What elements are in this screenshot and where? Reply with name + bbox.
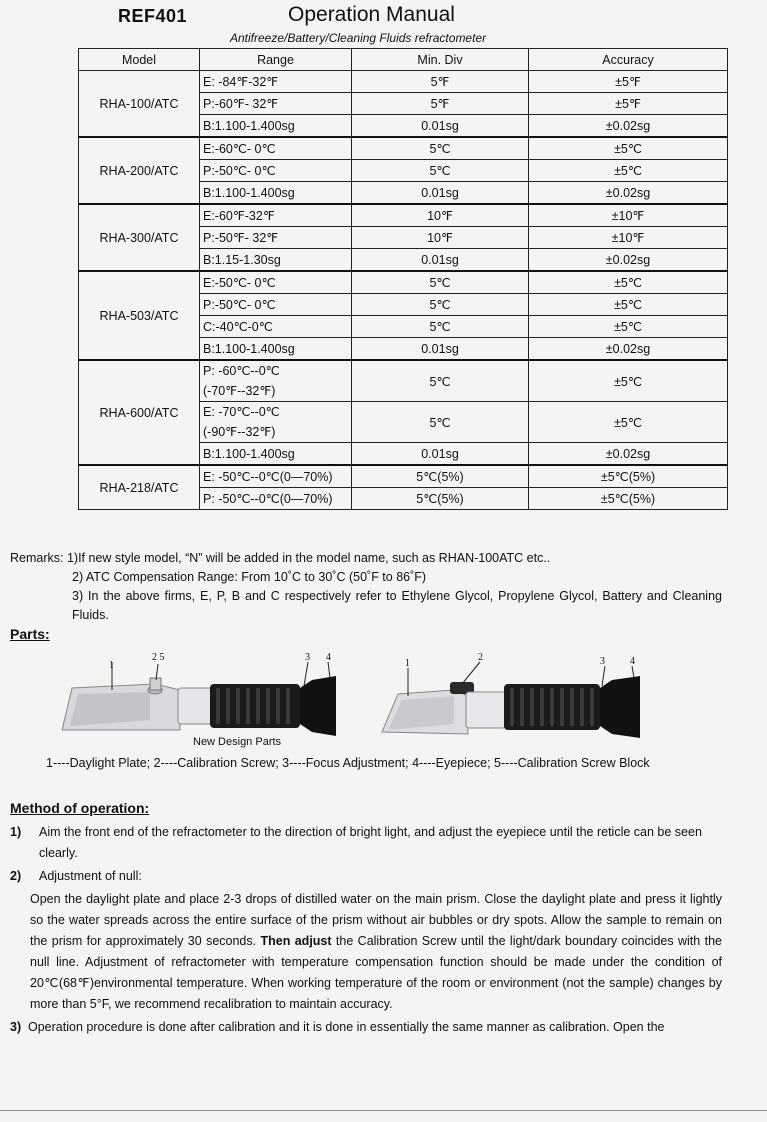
range-cell: B:1.15-1.30sg	[200, 249, 352, 272]
method-step-2-detail	[10, 889, 722, 1015]
step-text: Operation procedure is done after calibration and it is done in essentially the same manner as calibration. Open the	[28, 1020, 665, 1034]
table-row	[79, 360, 728, 402]
col-range: Range	[200, 49, 352, 71]
min-div-cell: 0.01sg	[352, 249, 529, 272]
min-div-cell: 5℉	[352, 71, 529, 93]
step-number: 3)	[10, 1020, 22, 1034]
range-cell: E:-50℃- 0℃	[200, 271, 352, 294]
refractometer-illustration	[50, 650, 710, 750]
detail-text-bold: Then adjust	[260, 934, 332, 948]
remark-3: 3) In the above firms, E, P, B and C respectively refer to Ethylene Glycol, Propylene Glycol, Battery and Cleaning Fluids.	[72, 589, 722, 622]
part-label-right-3: 3	[600, 656, 605, 667]
range-cell: P: -50℃--0℃(0—70%)	[200, 488, 352, 510]
remark-2: 2) ATC Compensation Range: From 10˚C to 30˚C (50˚F to 86˚F)	[72, 570, 427, 584]
col-accuracy: Accuracy	[529, 49, 728, 71]
accuracy-cell: ±5℃	[529, 294, 728, 316]
method-step-2	[10, 866, 722, 887]
min-div-cell: 10℉	[352, 227, 529, 249]
model-cell: RHA-600/ATC	[79, 360, 200, 465]
accuracy-cell: ±0.02sg	[529, 249, 728, 272]
detail-text-b: the Calibration Screw until the light/dark boundary coincides with the null line. Adjustment of refractometer with temperature compensation function should be made under the condition of 20℃(68℉)environmental temperature. When working temperature of the room or environment (not the sample) changes by more than 5°F, we recommend recalibration to maintain accuracy.	[30, 934, 722, 1011]
remarks	[10, 549, 722, 625]
step-number: 2)	[10, 869, 22, 883]
range-line: P: -60℃--0℃	[203, 364, 280, 378]
step-text: Aim the front end of the refractometer to the direction of bright light, and adjust the eyepiece until the reticle can be seen clearly.	[39, 825, 702, 860]
spec-table	[78, 48, 728, 510]
page-subtitle: Antifreeze/Battery/Cleaning Fluids refractometer	[230, 31, 487, 45]
min-div-cell: 0.01sg	[352, 182, 529, 205]
table-row	[79, 271, 728, 294]
table-header-row	[79, 49, 728, 71]
part-label-left-3: 3	[305, 652, 310, 663]
min-div-cell: 0.01sg	[352, 443, 529, 466]
range-cell: E:-60℉-32℉	[200, 204, 352, 227]
parts-illustration	[50, 650, 710, 750]
refractometer-right	[382, 662, 640, 738]
range-cell	[200, 360, 352, 402]
step-text: Adjustment of null:	[39, 869, 142, 883]
ref-code: REF401	[118, 6, 188, 26]
min-div-cell: 5℃(5%)	[352, 488, 529, 510]
method-step-1	[10, 822, 722, 864]
accuracy-cell: ±5℃	[529, 160, 728, 182]
refractometer-left	[62, 662, 336, 736]
col-min-div: Min. Div	[352, 49, 529, 71]
range-cell: B:1.100-1.400sg	[200, 443, 352, 466]
accuracy-cell: ±5℃	[529, 316, 728, 338]
accuracy-cell: ±0.02sg	[529, 338, 728, 361]
range-cell: E: -84℉-32℉	[200, 71, 352, 93]
accuracy-cell: ±10℉	[529, 204, 728, 227]
page-bottom-rule	[0, 1110, 767, 1111]
accuracy-cell: ±5℃(5%)	[529, 488, 728, 510]
range-line: E: -70℃--0℃	[203, 405, 280, 419]
min-div-cell: 10℉	[352, 204, 529, 227]
range-cell: C:-40℃-0℃	[200, 316, 352, 338]
accuracy-cell: ±5℉	[529, 71, 728, 93]
range-cell: E:-60℃- 0℃	[200, 137, 352, 160]
min-div-cell: 5℃	[352, 360, 529, 402]
accuracy-cell: ±5℃	[529, 402, 728, 443]
col-model: Model	[79, 49, 200, 71]
part-label-right-1: 1	[405, 658, 410, 669]
range-cell: B:1.100-1.400sg	[200, 338, 352, 361]
accuracy-cell: ±5℃	[529, 271, 728, 294]
table-row	[79, 137, 728, 160]
model-cell: RHA-218/ATC	[79, 465, 200, 510]
min-div-cell: 5℃	[352, 402, 529, 443]
method-heading: Method of operation:	[10, 800, 150, 816]
range-cell: P:-50℉- 32℉	[200, 227, 352, 249]
parts-legend: 1----Daylight Plate; 2----Calibration Screw; 3----Focus Adjustment; 4----Eyepiece; 5----Calibration Screw Block	[46, 756, 650, 770]
method-steps	[10, 822, 722, 1038]
model-cell: RHA-503/ATC	[79, 271, 200, 360]
table-row	[79, 204, 728, 227]
part-label-left-2-5: 2 5	[152, 652, 165, 663]
table-row	[79, 465, 728, 488]
min-div-cell: 5℃(5%)	[352, 465, 529, 488]
min-div-cell: 5℃	[352, 160, 529, 182]
part-label-left-4: 4	[326, 652, 331, 663]
accuracy-cell: ±0.02sg	[529, 182, 728, 205]
range-cell: B:1.100-1.400sg	[200, 182, 352, 205]
range-cell: E: -50℃--0℃(0—70%)	[200, 465, 352, 488]
parts-heading: Parts:	[10, 626, 50, 642]
min-div-cell: 5℃	[352, 271, 529, 294]
remark-1	[10, 549, 722, 568]
min-div-cell: 0.01sg	[352, 338, 529, 361]
range-cell: P:-60℉- 32℉	[200, 93, 352, 115]
accuracy-cell: ±5℃(5%)	[529, 465, 728, 488]
step-number: 1)	[10, 825, 22, 839]
min-div-cell: 5℉	[352, 93, 529, 115]
range-cell: P:-50℃- 0℃	[200, 160, 352, 182]
min-div-cell: 0.01sg	[352, 115, 529, 138]
method-step-3	[10, 1017, 722, 1038]
parts-caption: New Design Parts	[193, 736, 282, 748]
part-label-right-2: 2	[478, 652, 483, 663]
accuracy-cell: ±5℃	[529, 360, 728, 402]
part-label-left-1: 1	[109, 660, 114, 671]
accuracy-cell: ±5℃	[529, 137, 728, 160]
remark-1-text: 1)If new style model, “N” will be added in the model name, such as RHAN-100ATC etc..	[66, 551, 551, 565]
detail-text-a: Open the daylight plate and place 2-3 drops of distilled water on the main prism. Close the daylight plate and press it lightly so the water spreads across the entire surface of the prism without air bubbles or dry spots. Allow the sample to remain on the prism for approximately 30 seconds.	[30, 892, 722, 948]
min-div-cell: 5℃	[352, 316, 529, 338]
range-cell: P:-50℃- 0℃	[200, 294, 352, 316]
min-div-cell: 5℃	[352, 294, 529, 316]
range-line-alt: (-70℉--32℉)	[203, 384, 276, 398]
accuracy-cell: ±0.02sg	[529, 443, 728, 466]
part-label-right-4: 4	[630, 656, 635, 667]
table-row	[79, 71, 728, 93]
model-cell: RHA-200/ATC	[79, 137, 200, 204]
model-cell: RHA-100/ATC	[79, 71, 200, 138]
remarks-label: Remarks:	[10, 551, 64, 565]
range-cell	[200, 402, 352, 443]
range-cell: B:1.100-1.400sg	[200, 115, 352, 138]
min-div-cell: 5℃	[352, 137, 529, 160]
page-title: Operation Manual	[288, 3, 455, 26]
accuracy-cell: ±5℉	[529, 93, 728, 115]
model-cell: RHA-300/ATC	[79, 204, 200, 271]
accuracy-cell: ±0.02sg	[529, 115, 728, 138]
range-line-alt: (-90℉--32℉)	[203, 425, 276, 439]
accuracy-cell: ±10℉	[529, 227, 728, 249]
